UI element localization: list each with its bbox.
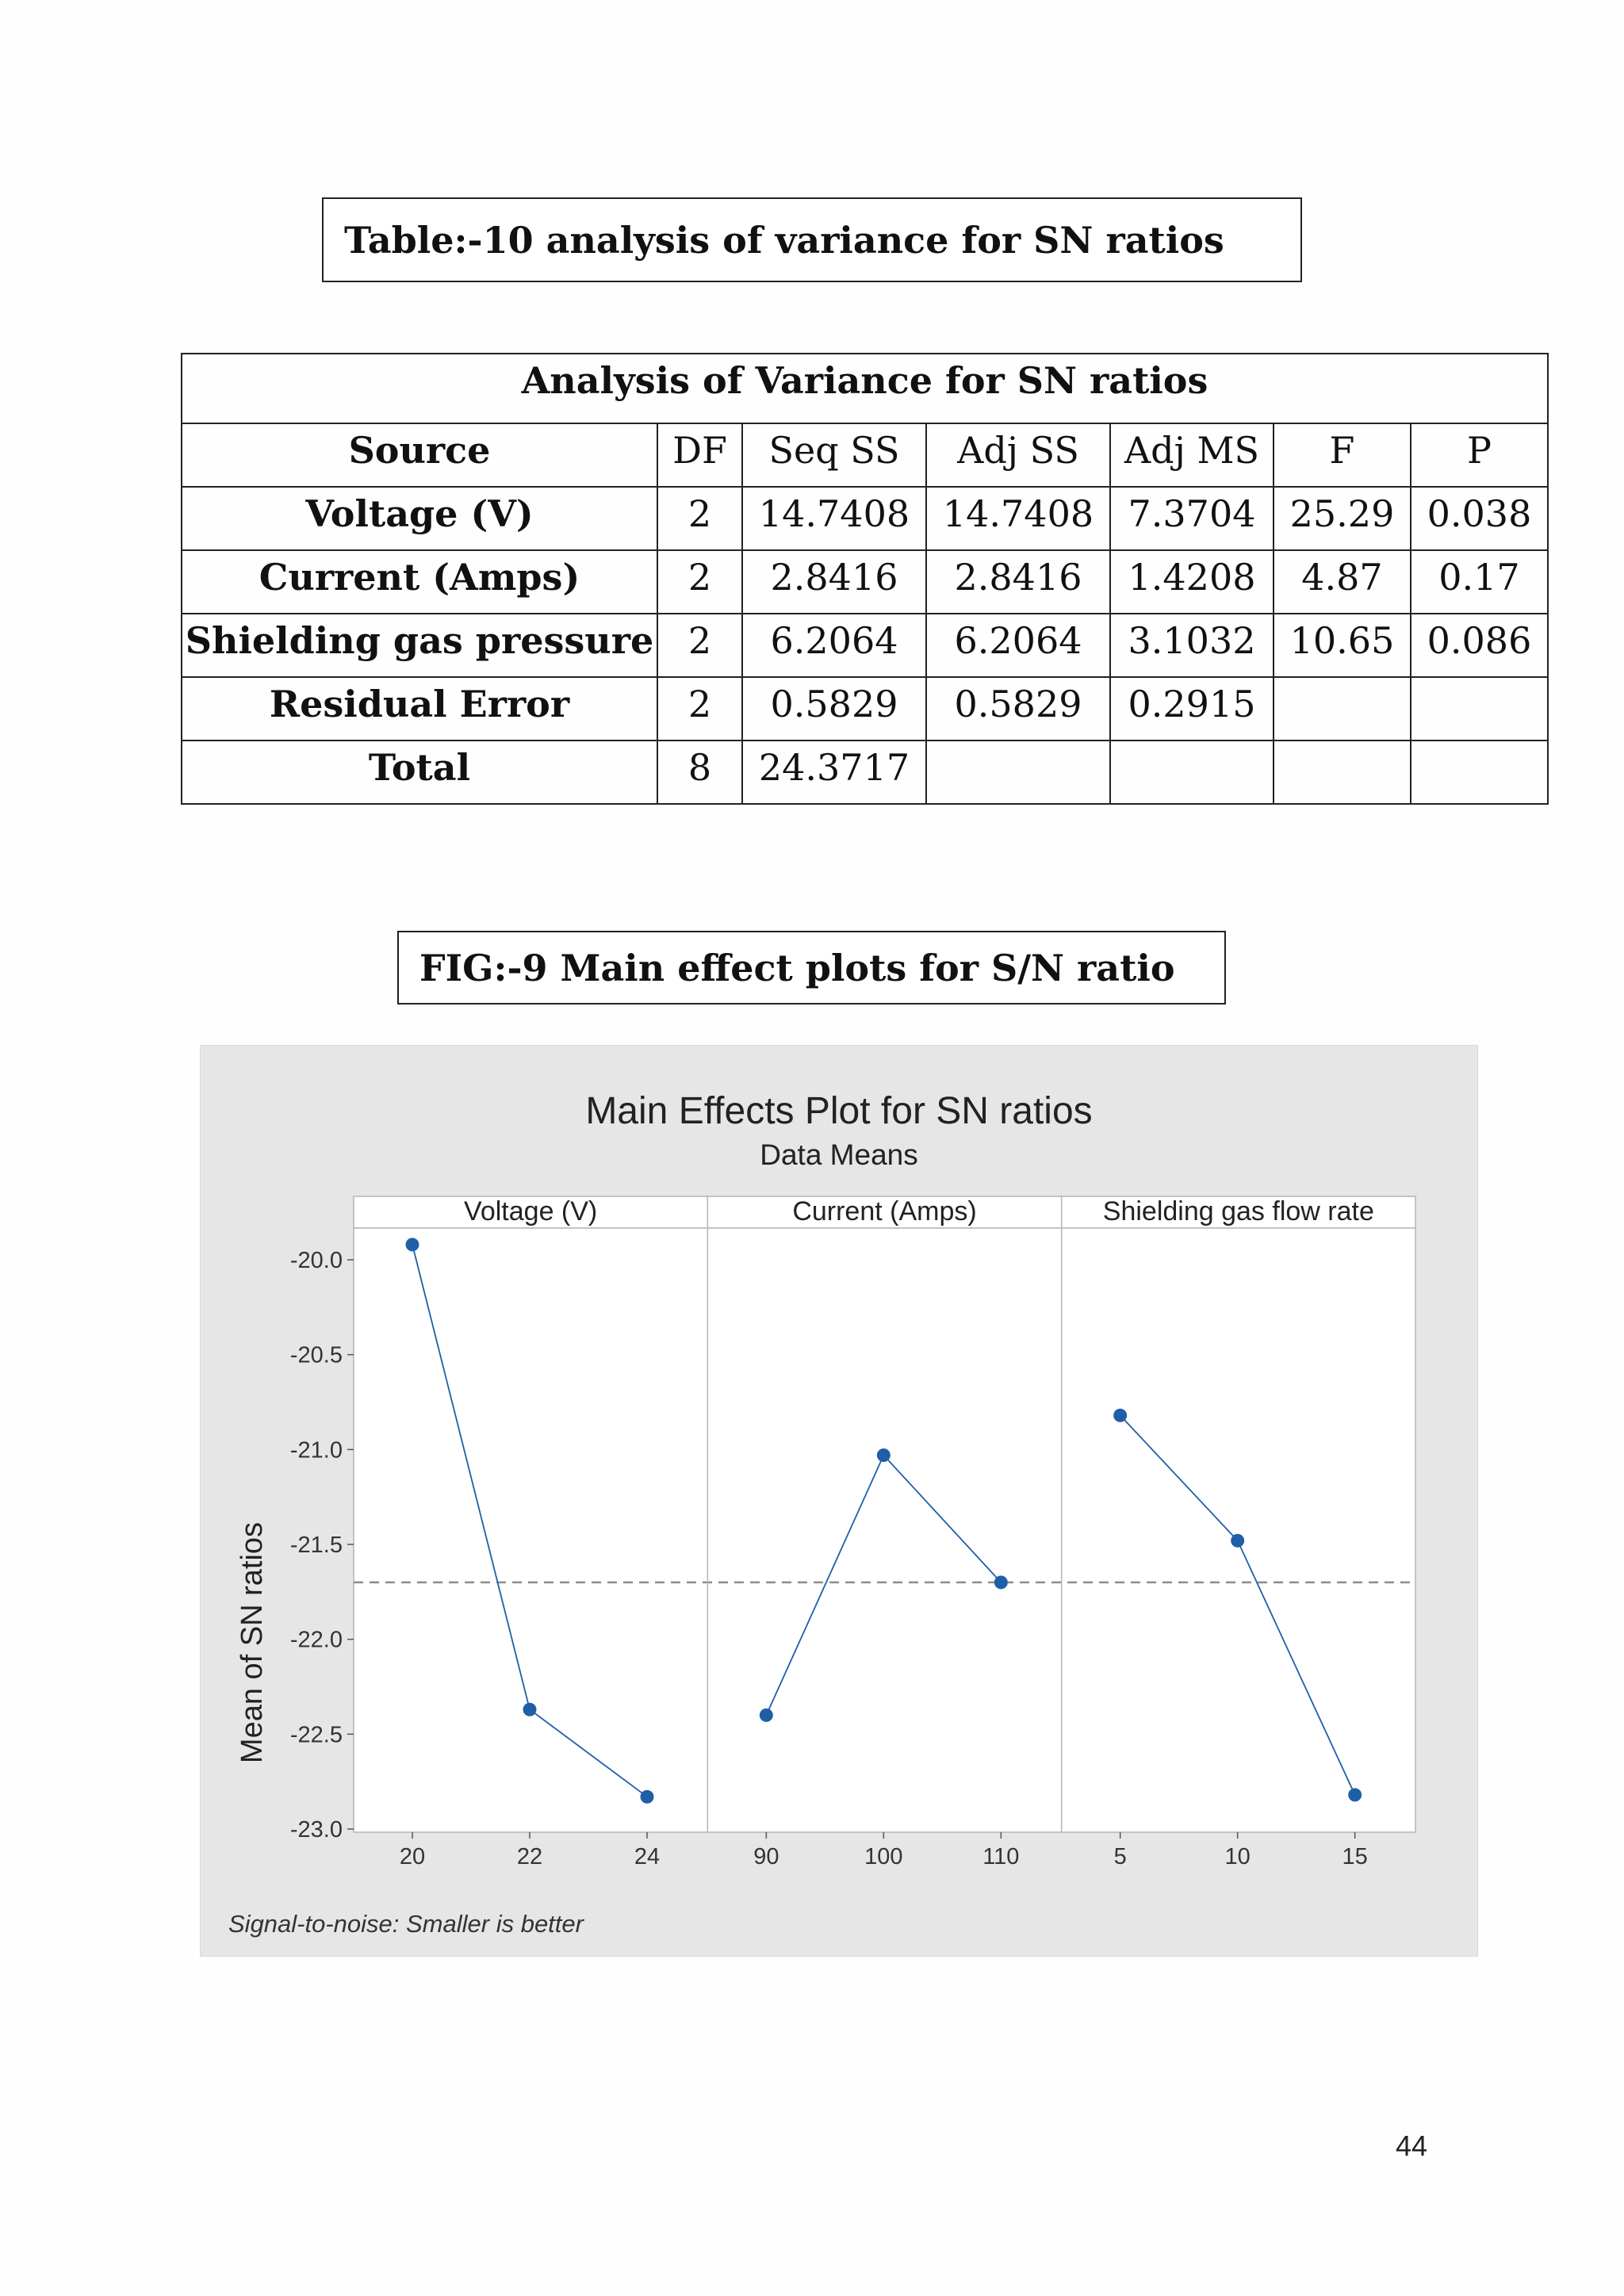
column-header: Seq SS xyxy=(742,423,926,487)
table-cell: 14.7408 xyxy=(926,487,1110,550)
y-tick-label: -22.0 xyxy=(289,1627,343,1653)
table-cell: 0.5829 xyxy=(742,677,926,740)
data-point xyxy=(877,1448,891,1462)
x-tick-label: 5 xyxy=(1113,1844,1127,1869)
chart-subtitle: Data Means xyxy=(760,1138,918,1171)
table-cell: Total xyxy=(182,740,657,804)
table-cell xyxy=(1411,740,1548,804)
data-point xyxy=(406,1238,419,1251)
column-header: Adj SS xyxy=(926,423,1110,487)
table-title: Analysis of Variance for SN ratios xyxy=(182,354,1548,423)
table-cell: 10.65 xyxy=(1274,614,1411,677)
column-header: F xyxy=(1274,423,1411,487)
table-cell: 0.5829 xyxy=(926,677,1110,740)
table-cell: 24.3717 xyxy=(742,740,926,804)
data-point xyxy=(641,1790,654,1804)
column-header: Adj MS xyxy=(1110,423,1274,487)
table-cell: 0.17 xyxy=(1411,550,1548,614)
table-cell: 6.2064 xyxy=(926,614,1110,677)
table-caption-text: Table:-10 analysis of variance for SN ratios xyxy=(344,218,1224,262)
panel-title: Current (Amps) xyxy=(792,1196,977,1226)
table-cell: 2 xyxy=(657,677,742,740)
table-row xyxy=(182,614,1548,677)
x-tick-label: 22 xyxy=(516,1844,543,1869)
table-caption xyxy=(322,197,1302,282)
table-cell xyxy=(1274,677,1411,740)
table-cell: 2 xyxy=(657,550,742,614)
y-tick-label: -20.0 xyxy=(289,1248,343,1273)
y-tick-label: -23.0 xyxy=(289,1817,343,1843)
figure-caption xyxy=(397,931,1226,1004)
data-point xyxy=(1113,1409,1127,1422)
data-point xyxy=(1348,1788,1362,1801)
table-cell: 2.8416 xyxy=(742,550,926,614)
plot-layer xyxy=(290,1196,1415,1869)
table-row xyxy=(182,740,1548,804)
data-point xyxy=(1231,1534,1244,1548)
data-point xyxy=(523,1703,537,1716)
table-cell: 25.29 xyxy=(1274,487,1411,550)
table-cell: 1.4208 xyxy=(1110,550,1274,614)
chart-title: Main Effects Plot for SN ratios xyxy=(585,1090,1093,1132)
data-point xyxy=(994,1575,1008,1589)
data-point xyxy=(760,1709,773,1722)
panel-title: Voltage (V) xyxy=(464,1196,598,1226)
table-cell: Voltage (V) xyxy=(182,487,657,550)
table-cell: 2 xyxy=(657,487,742,550)
table-header-row xyxy=(182,423,1548,487)
chart-footnote: Signal-to-noise: Smaller is better xyxy=(228,1910,584,1938)
anova-table xyxy=(181,353,1549,805)
table-cell xyxy=(1274,740,1411,804)
table-cell xyxy=(926,740,1110,804)
table-cell: Residual Error xyxy=(182,677,657,740)
table-cell: 6.2064 xyxy=(742,614,926,677)
panel-title: Shielding gas flow rate xyxy=(1102,1196,1374,1226)
table-cell: 8 xyxy=(657,740,742,804)
table-cell: 3.1032 xyxy=(1110,614,1274,677)
table-cell: 7.3704 xyxy=(1110,487,1274,550)
table-row xyxy=(182,677,1548,740)
x-tick-label: 100 xyxy=(864,1844,903,1869)
table-cell xyxy=(1110,740,1274,804)
column-header: DF xyxy=(657,423,742,487)
figure-caption-text: FIG:-9 Main effect plots for S/N ratio xyxy=(419,946,1175,989)
table-row xyxy=(182,487,1548,550)
table-cell: 0.086 xyxy=(1411,614,1548,677)
table-cell: Current (Amps) xyxy=(182,550,657,614)
table-cell: 14.7408 xyxy=(742,487,926,550)
table-cell xyxy=(1411,677,1548,740)
x-tick-label: 10 xyxy=(1224,1844,1251,1869)
plot-area xyxy=(354,1228,1415,1832)
table-cell: 2 xyxy=(657,614,742,677)
column-header: Source xyxy=(182,423,657,487)
table-cell: Shielding gas pressure xyxy=(182,614,657,677)
table-row xyxy=(182,550,1548,614)
x-tick-label: 20 xyxy=(399,1844,426,1869)
table-cell: 4.87 xyxy=(1274,550,1411,614)
y-tick-label: -22.5 xyxy=(289,1722,343,1748)
chart-svg xyxy=(201,1046,1477,1956)
main-effects-chart xyxy=(200,1045,1478,1957)
page-number: 44 xyxy=(1396,2130,1428,2162)
y-tick-label: -20.5 xyxy=(289,1342,343,1368)
column-header: P xyxy=(1411,423,1548,487)
x-tick-label: 90 xyxy=(753,1844,779,1869)
table-cell: 0.038 xyxy=(1411,487,1548,550)
x-tick-label: 15 xyxy=(1342,1844,1368,1869)
x-tick-label: 24 xyxy=(634,1844,661,1869)
y-axis-label: Mean of SN ratios xyxy=(236,1521,269,1764)
y-tick-label: -21.0 xyxy=(289,1437,343,1464)
x-tick-label: 110 xyxy=(982,1844,1020,1869)
table-cell: 2.8416 xyxy=(926,550,1110,614)
y-tick-label: -21.5 xyxy=(289,1533,343,1558)
table-cell: 0.2915 xyxy=(1110,677,1274,740)
